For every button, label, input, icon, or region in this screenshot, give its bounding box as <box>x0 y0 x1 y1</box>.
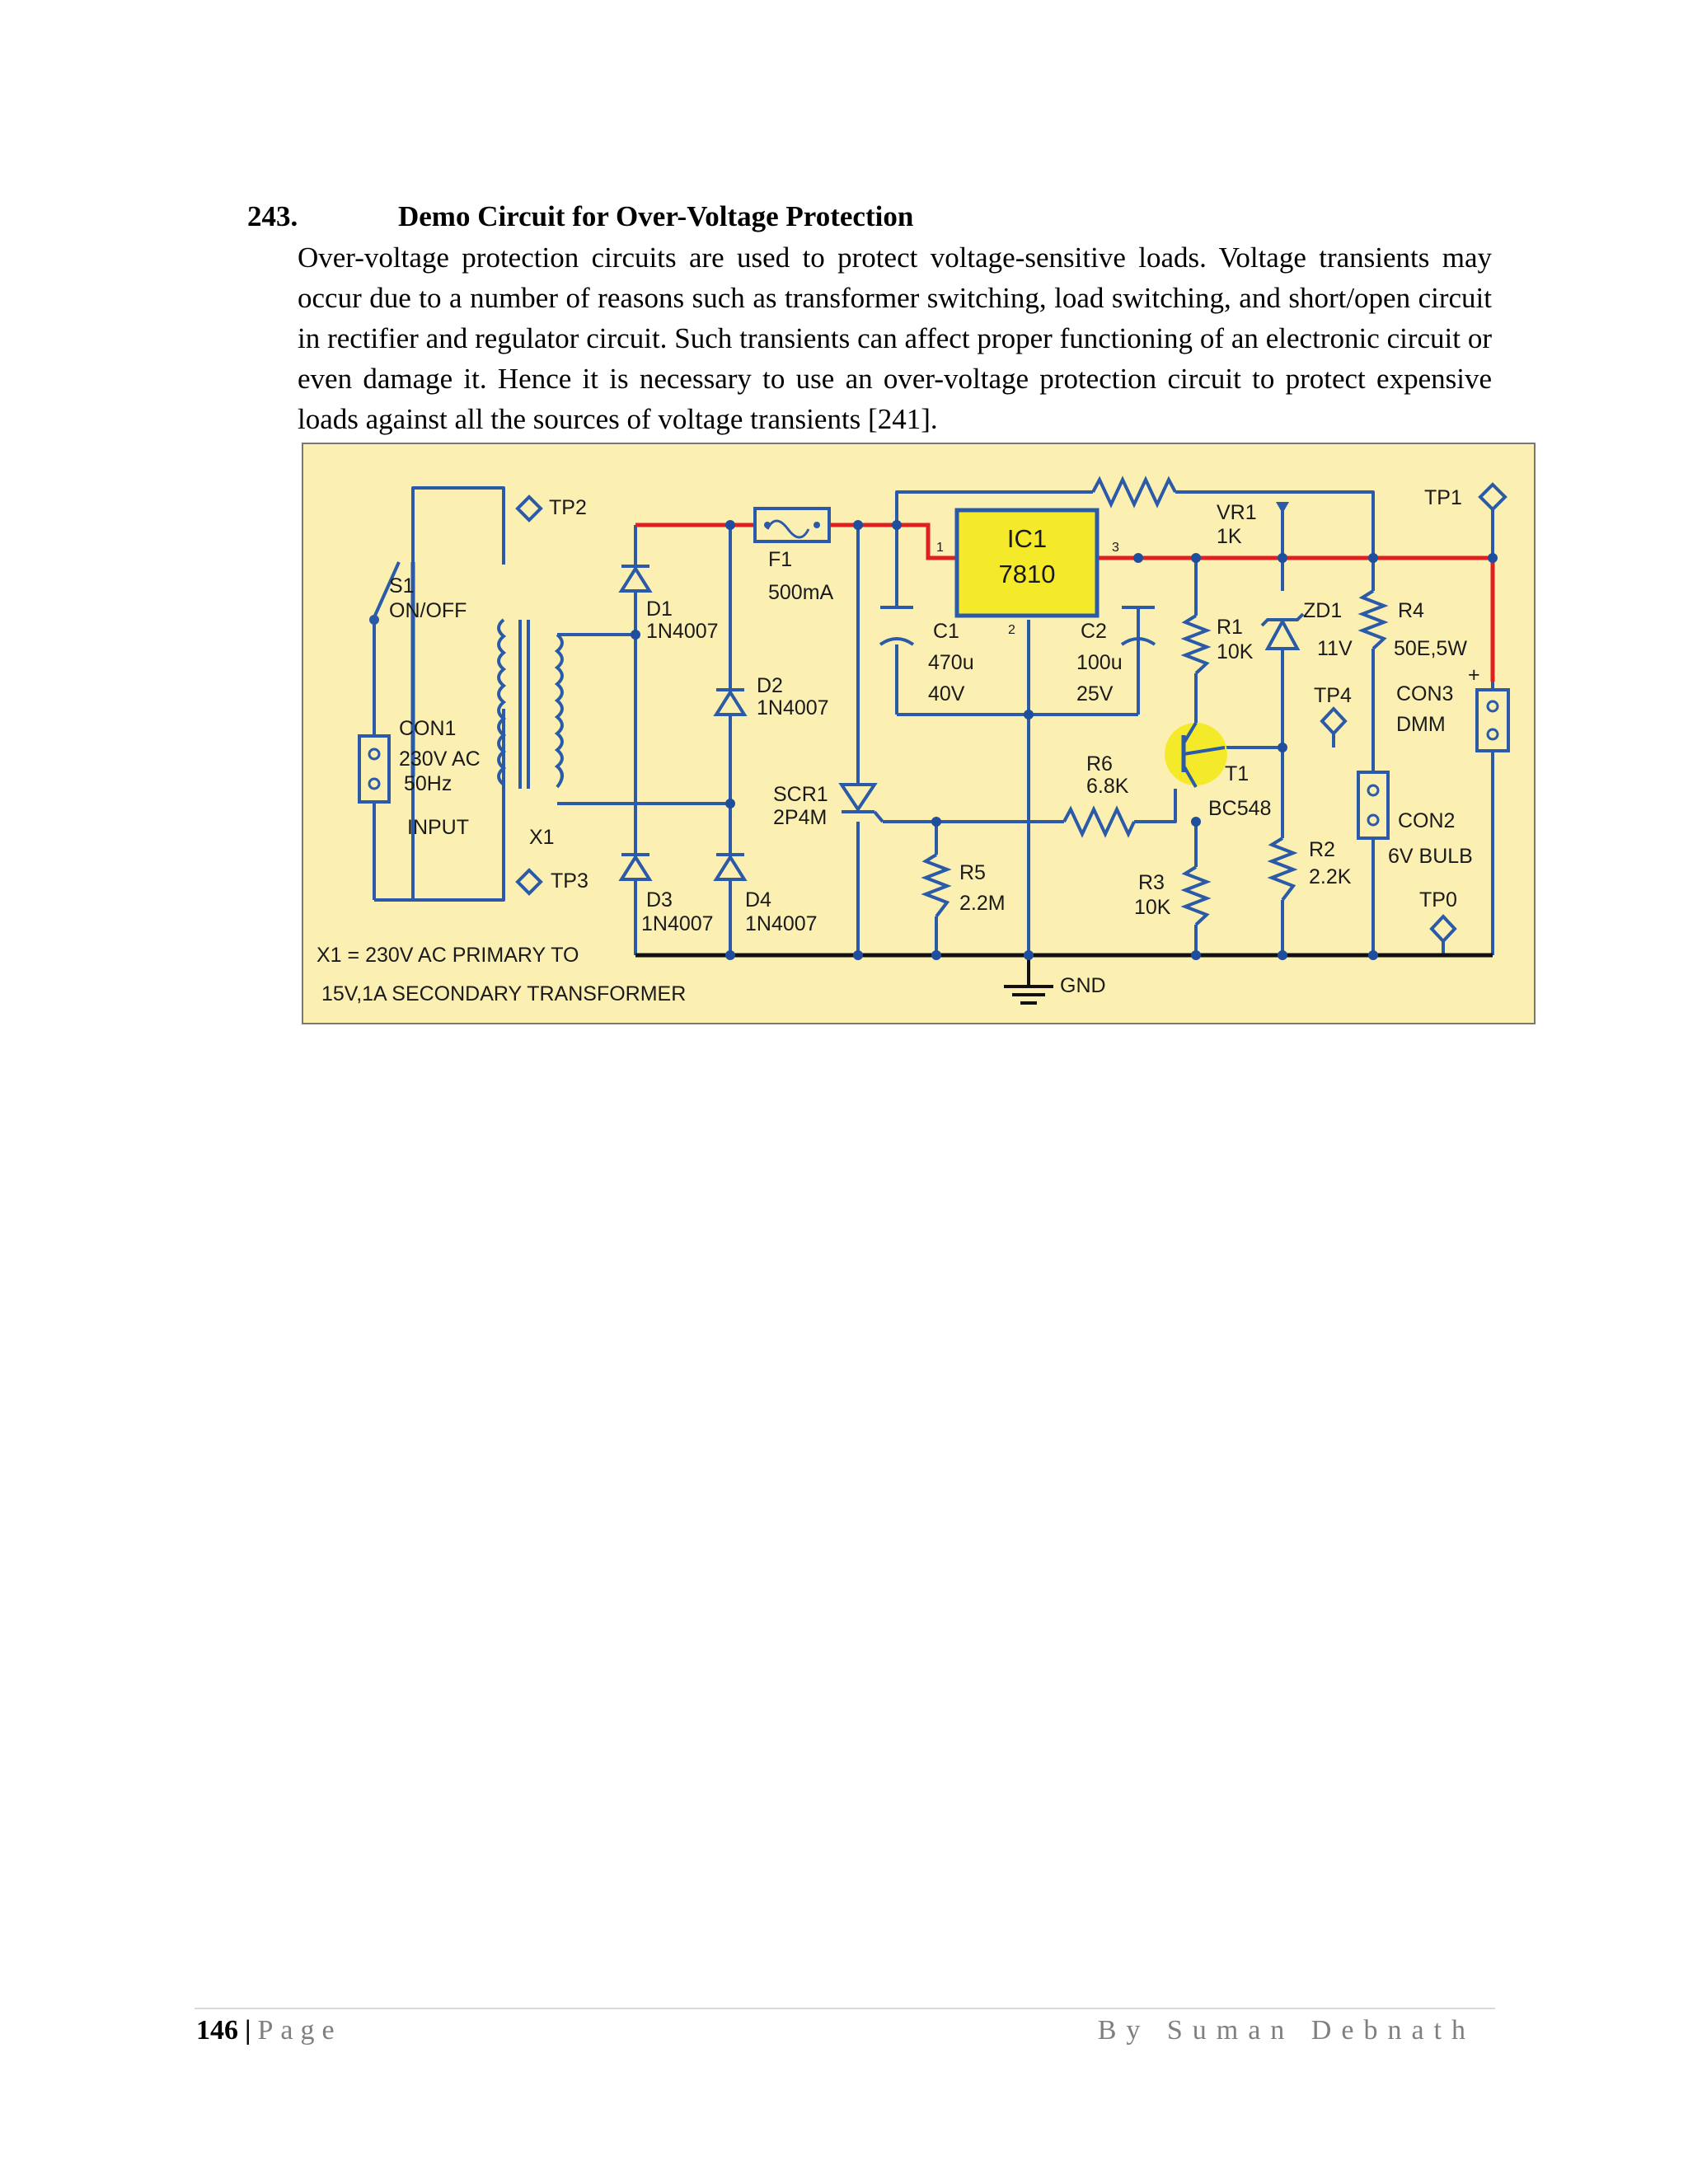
label-s1: S1 <box>389 574 415 598</box>
label-tp2: TP2 <box>549 496 587 519</box>
label-tp1: TP1 <box>1424 486 1462 509</box>
label-r1-val: 10K <box>1217 640 1254 663</box>
label-r4-val: 50E,5W <box>1394 637 1467 660</box>
label-r2-val: 2.2K <box>1309 865 1352 888</box>
label-con2-desc: 6V BULB <box>1388 845 1473 868</box>
label-c2: C2 <box>1081 620 1107 643</box>
label-zd1-val: 11V <box>1317 637 1353 660</box>
label-gnd: GND <box>1060 974 1106 997</box>
section-title: Demo Circuit for Over-Voltage Protection <box>398 200 914 232</box>
label-tp3: TP3 <box>551 869 588 893</box>
label-d3: D3 <box>646 888 673 912</box>
label-d4-type: 1N4007 <box>745 912 818 935</box>
body-paragraph: Over-voltage protection circuits are used to protect voltage-sensitive loads. Voltage transients may occur due to a number of reasons such as transformer switching, load switching, and short/open circuit in rectifier and regulator circuit. Such transients can affect proper functioning of an electronic circuit or even damage it. Hence it is necessary to use an over-voltage protection circuit to protect expensive loads against all the sources of voltage transients [241]. <box>298 241 1492 435</box>
note-line1: X1 = 230V AC PRIMARY TO <box>316 944 579 967</box>
footer-author: By Suman Debnath <box>1097 2015 1475 2046</box>
label-d4: D4 <box>745 888 771 912</box>
label-tp0: TP0 <box>1419 888 1457 912</box>
footer-page <box>196 2013 342 2049</box>
page-label: Page <box>257 2015 342 2046</box>
label-c1-v: 40V <box>928 682 965 705</box>
label-r3: R3 <box>1138 871 1165 894</box>
label-zd1: ZD1 <box>1303 599 1343 622</box>
label-con1-v: 230V AC <box>399 748 481 771</box>
label-con1-input: INPUT <box>407 816 469 839</box>
label-r5: R5 <box>959 861 986 884</box>
diagram-background <box>302 443 1535 1024</box>
label-r4: R4 <box>1398 599 1424 622</box>
connector-con2 <box>1358 772 1388 838</box>
label-r5-val: 2.2M <box>959 892 1006 915</box>
label-tp4: TP4 <box>1314 684 1352 707</box>
label-s1-desc: ON/OFF <box>389 599 467 622</box>
label-con3-desc: DMM <box>1396 713 1446 736</box>
label-c2-v: 25V <box>1076 682 1114 705</box>
label-pin3: 3 <box>1112 541 1119 555</box>
label-scr1: SCR1 <box>773 783 828 806</box>
section-heading <box>247 198 1533 236</box>
fuse-f1 <box>755 509 829 541</box>
label-d3-type: 1N4007 <box>641 912 714 935</box>
label-ic1-part: 7810 <box>998 560 1056 588</box>
label-con1-hz: 50Hz <box>404 772 452 795</box>
label-d2-type: 1N4007 <box>757 696 829 719</box>
label-d1-type: 1N4007 <box>646 620 719 643</box>
label-f1-val: 500mA <box>768 581 834 604</box>
label-ic1: IC1 <box>1006 524 1048 553</box>
label-pin1: 1 <box>936 541 944 555</box>
label-x1: X1 <box>529 826 555 849</box>
label-pin2: 2 <box>1008 623 1015 637</box>
label-scr1-part: 2P4M <box>773 806 828 829</box>
label-t1-part: BC548 <box>1208 797 1272 820</box>
label-con2: CON2 <box>1398 809 1456 832</box>
label-con1: CON1 <box>399 717 457 740</box>
label-d2: D2 <box>757 674 783 697</box>
footer-separator: | <box>245 2015 251 2046</box>
label-c1-val: 470u <box>928 651 974 674</box>
label-con3: CON3 <box>1396 682 1454 705</box>
label-vr1-val: 1K <box>1217 525 1242 548</box>
label-r6-val: 6.8K <box>1086 775 1129 798</box>
label-con3-plus: + <box>1468 663 1480 687</box>
label-d1: D1 <box>646 598 673 621</box>
label-r1: R1 <box>1217 616 1243 639</box>
label-c1: C1 <box>933 620 959 643</box>
label-r3-val: 10K <box>1134 896 1171 919</box>
section-number: 243. <box>247 200 298 232</box>
note-line2: 15V,1A SECONDARY TRANSFORMER <box>321 982 687 1005</box>
label-vr1: VR1 <box>1217 501 1257 524</box>
footer-divider <box>195 2008 1495 2009</box>
label-r6: R6 <box>1086 752 1113 776</box>
label-c2-val: 100u <box>1076 651 1123 674</box>
label-t1: T1 <box>1225 762 1250 785</box>
connector-con3 <box>1477 690 1508 751</box>
label-f1: F1 <box>768 548 793 571</box>
page-number: 146 <box>196 2015 238 2046</box>
label-r2: R2 <box>1309 838 1335 861</box>
circuit-diagram <box>302 443 1536 1024</box>
